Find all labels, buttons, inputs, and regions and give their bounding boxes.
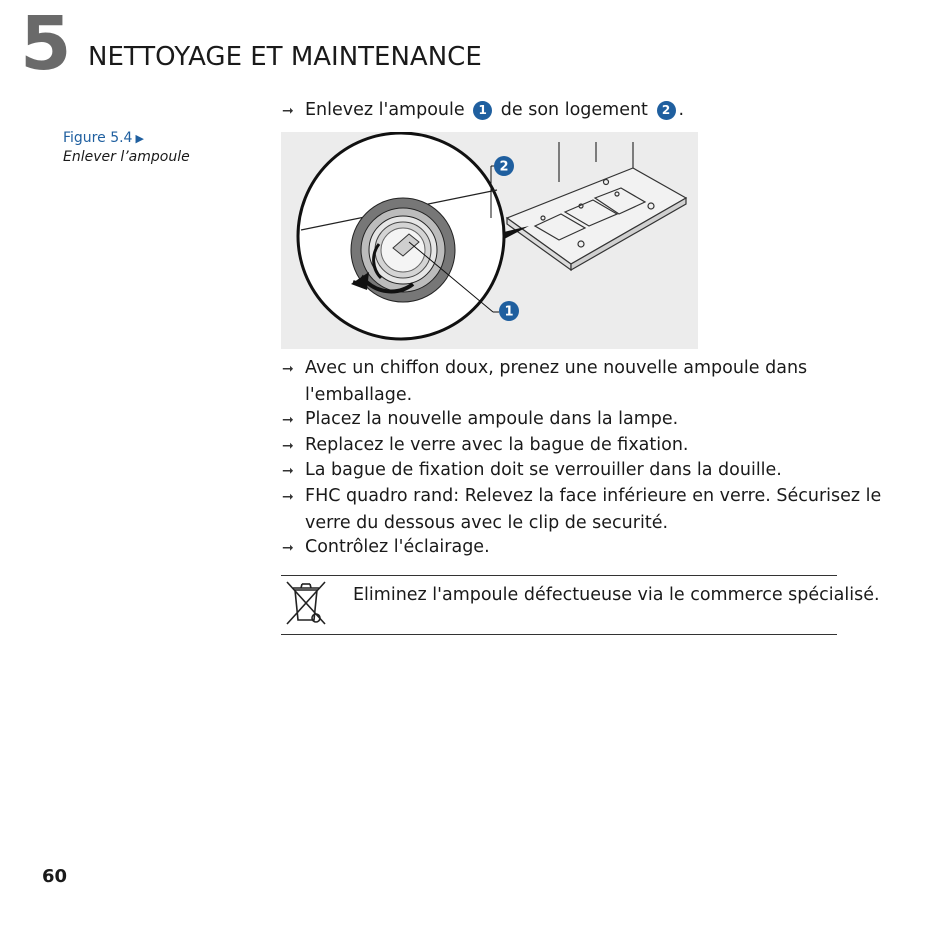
callout-2-label: 2 <box>499 159 509 175</box>
arrow-right-icon: ➞ <box>282 361 294 377</box>
figure-label-text: Figure 5.4 <box>63 130 133 146</box>
step-text: La bague de fixation doit se verrouiller dans la douille. <box>305 460 782 480</box>
arrow-right-icon: ➞ <box>282 463 294 479</box>
step-item <box>282 406 678 433</box>
figure-illustration <box>281 132 698 349</box>
step-item <box>282 483 881 536</box>
chapter-number: 5 <box>20 1 72 87</box>
notice-divider-bottom <box>281 634 837 635</box>
callout-badge-2: 2 <box>657 101 676 120</box>
callout-badge-1: 1 <box>473 101 492 120</box>
chapter-title: NETTOYAGE ET MAINTENANCE <box>88 42 482 72</box>
step-text: FHC quadro rand: Relevez la face inférieure en verre. Sécurisez le <box>305 486 882 506</box>
arrow-right-icon: ➞ <box>282 438 294 454</box>
figure-caption <box>63 129 190 167</box>
crossed-out-bin-icon <box>283 578 329 628</box>
step-text: Placez la nouvelle ampoule dans la lampe. <box>305 409 679 429</box>
step-item <box>282 355 807 408</box>
step-text-continued: l'emballage. <box>305 385 413 405</box>
step-text-continued: verre du dessous avec le clip de securité. <box>305 513 669 533</box>
arrow-right-icon: ➞ <box>282 103 294 119</box>
step-text-middle: de son logement <box>500 100 648 120</box>
notice-text: Eliminez l'ampoule défectueuse via le commerce spécialisé. <box>353 585 880 605</box>
step-item <box>282 432 688 459</box>
step-text-before: Enlevez l'ampoule <box>305 100 465 120</box>
notice-divider-top <box>281 575 837 576</box>
bulb-removal-illustration <box>281 132 698 349</box>
step-remove-bulb <box>282 97 684 124</box>
hood-illustration <box>507 142 686 270</box>
arrow-right-icon: ➞ <box>282 540 294 556</box>
page-number: 60 <box>42 866 68 887</box>
step-text-after: . <box>678 100 685 120</box>
figure-subtitle: Enlever l’ampoule <box>63 149 190 165</box>
step-item <box>282 457 782 484</box>
magnified-view <box>298 133 504 339</box>
step-text: Avec un chiffon doux, prenez une nouvelle ampoule dans <box>305 358 808 378</box>
callout-1-label: 1 <box>504 304 514 320</box>
step-text: Replacez le verre avec la bague de fixation. <box>305 435 689 455</box>
step-text: Contrôlez l'éclairage. <box>305 537 490 557</box>
figure-label <box>63 129 190 148</box>
step-item <box>282 534 490 561</box>
arrow-right-icon: ➞ <box>282 489 294 505</box>
triangle-right-icon: ▶ <box>135 132 144 145</box>
arrow-right-icon: ➞ <box>282 412 294 428</box>
